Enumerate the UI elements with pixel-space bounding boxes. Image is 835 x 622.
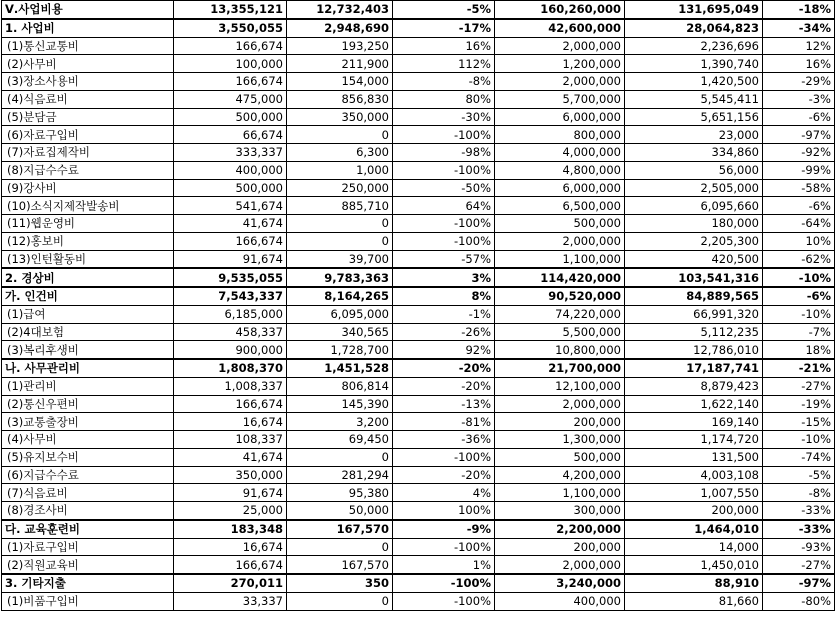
annual-actual-cell: 180,000 — [625, 215, 763, 233]
annual-budget-cell: 2,000,000 — [495, 73, 625, 91]
table-row — [2, 395, 835, 413]
annual-actual-cell: 334,860 — [625, 144, 763, 162]
annual-actual-cell: 420,500 — [625, 250, 763, 268]
monthly-budget-cell: 41,674 — [174, 448, 287, 466]
table-row — [2, 556, 835, 574]
annual-rate-cell: -33% — [763, 520, 835, 538]
annual-actual-cell: 1,390,740 — [625, 55, 763, 73]
monthly-rate-cell: -30% — [393, 108, 495, 126]
budget-table-body — [2, 1, 835, 611]
annual-rate-cell: -6% — [763, 287, 835, 305]
table-row — [2, 179, 835, 197]
section-row — [2, 359, 835, 377]
monthly-actual-cell: 69,450 — [287, 431, 393, 449]
annual-budget-cell: 2,000,000 — [495, 37, 625, 55]
row-label-cell: (9)강사비 — [2, 179, 174, 197]
annual-rate-cell: -34% — [763, 19, 835, 37]
annual-rate-cell: -92% — [763, 144, 835, 162]
row-label-cell: (5)분담금 — [2, 108, 174, 126]
monthly-budget-cell: 500,000 — [174, 179, 287, 197]
monthly-actual-cell: 1,728,700 — [287, 341, 393, 359]
monthly-rate-cell: -8% — [393, 73, 495, 91]
monthly-rate-cell: 80% — [393, 90, 495, 108]
monthly-actual-cell: 39,700 — [287, 250, 393, 268]
annual-budget-cell: 800,000 — [495, 126, 625, 144]
monthly-budget-cell: 166,674 — [174, 37, 287, 55]
section-row — [2, 19, 835, 37]
monthly-budget-cell: 7,543,337 — [174, 287, 287, 305]
monthly-rate-cell: -20% — [393, 377, 495, 395]
row-label-cell: 가. 인건비 — [2, 287, 174, 305]
monthly-actual-cell: 50,000 — [287, 502, 393, 520]
table-row — [2, 341, 835, 359]
table-row — [2, 377, 835, 395]
table-row — [2, 108, 835, 126]
monthly-rate-cell: -17% — [393, 19, 495, 37]
section-row — [2, 520, 835, 538]
monthly-rate-cell: -100% — [393, 592, 495, 610]
monthly-rate-cell: 100% — [393, 502, 495, 520]
annual-actual-cell: 81,660 — [625, 592, 763, 610]
annual-actual-cell: 12,786,010 — [625, 341, 763, 359]
annual-rate-cell: -18% — [763, 1, 835, 19]
table-row — [2, 466, 835, 484]
annual-budget-cell: 200,000 — [495, 413, 625, 431]
monthly-budget-cell: 541,674 — [174, 197, 287, 215]
monthly-actual-cell: 8,164,265 — [287, 287, 393, 305]
monthly-budget-cell: 33,337 — [174, 592, 287, 610]
annual-rate-cell: -10% — [763, 431, 835, 449]
annual-actual-cell: 1,174,720 — [625, 431, 763, 449]
annual-rate-cell: -33% — [763, 502, 835, 520]
monthly-rate-cell: -100% — [393, 574, 495, 592]
annual-rate-cell: -27% — [763, 556, 835, 574]
monthly-actual-cell: 806,814 — [287, 377, 393, 395]
monthly-rate-cell: 3% — [393, 268, 495, 287]
table-row — [2, 126, 835, 144]
annual-rate-cell: -3% — [763, 90, 835, 108]
annual-rate-cell: -99% — [763, 161, 835, 179]
row-label-cell: Ⅴ.사업비용 — [2, 1, 174, 19]
annual-actual-cell: 1,007,550 — [625, 484, 763, 502]
table-row — [2, 232, 835, 250]
section-row — [2, 268, 835, 287]
annual-rate-cell: -15% — [763, 413, 835, 431]
annual-actual-cell: 1,622,140 — [625, 395, 763, 413]
monthly-budget-cell: 100,000 — [174, 55, 287, 73]
row-label-cell: (6)지급수수료 — [2, 466, 174, 484]
monthly-rate-cell: -100% — [393, 538, 495, 556]
monthly-rate-cell: 8% — [393, 287, 495, 305]
row-label-cell: (4)사무비 — [2, 431, 174, 449]
annual-actual-cell: 2,205,300 — [625, 232, 763, 250]
annual-actual-cell: 131,695,049 — [625, 1, 763, 19]
monthly-actual-cell: 856,830 — [287, 90, 393, 108]
monthly-actual-cell: 0 — [287, 448, 393, 466]
annual-rate-cell: -10% — [763, 268, 835, 287]
monthly-budget-cell: 91,674 — [174, 484, 287, 502]
annual-rate-cell: -19% — [763, 395, 835, 413]
annual-rate-cell: -74% — [763, 448, 835, 466]
row-label-cell: (5)유지보수비 — [2, 448, 174, 466]
annual-actual-cell: 4,003,108 — [625, 466, 763, 484]
monthly-actual-cell: 193,250 — [287, 37, 393, 55]
row-label-cell: 다. 교육훈련비 — [2, 520, 174, 538]
row-label-cell: (7)자료집제작비 — [2, 144, 174, 162]
annual-rate-cell: -93% — [763, 538, 835, 556]
annual-actual-cell: 8,879,423 — [625, 377, 763, 395]
table-row — [2, 484, 835, 502]
monthly-budget-cell: 91,674 — [174, 250, 287, 268]
monthly-budget-cell: 108,337 — [174, 431, 287, 449]
annual-actual-cell: 88,910 — [625, 574, 763, 592]
monthly-budget-cell: 9,535,055 — [174, 268, 287, 287]
annual-budget-cell: 1,100,000 — [495, 250, 625, 268]
monthly-rate-cell: -81% — [393, 413, 495, 431]
monthly-rate-cell: 64% — [393, 197, 495, 215]
monthly-actual-cell: 0 — [287, 232, 393, 250]
monthly-rate-cell: -9% — [393, 520, 495, 538]
monthly-actual-cell: 2,948,690 — [287, 19, 393, 37]
section-row — [2, 287, 835, 305]
row-label-cell: (7)식음료비 — [2, 484, 174, 502]
monthly-budget-cell: 500,000 — [174, 108, 287, 126]
monthly-actual-cell: 167,570 — [287, 556, 393, 574]
annual-budget-cell: 74,220,000 — [495, 305, 625, 323]
monthly-budget-cell: 1,008,337 — [174, 377, 287, 395]
annual-actual-cell: 2,236,696 — [625, 37, 763, 55]
annual-budget-cell: 2,000,000 — [495, 395, 625, 413]
table-row — [2, 305, 835, 323]
annual-actual-cell: 169,140 — [625, 413, 763, 431]
annual-budget-cell: 6,000,000 — [495, 108, 625, 126]
table-row — [2, 502, 835, 520]
row-label-cell: 3. 기타지출 — [2, 574, 174, 592]
table-row — [2, 144, 835, 162]
annual-rate-cell: -5% — [763, 466, 835, 484]
row-label-cell: (4)식음료비 — [2, 90, 174, 108]
annual-actual-cell: 1,450,010 — [625, 556, 763, 574]
annual-rate-cell: -80% — [763, 592, 835, 610]
row-label-cell: (10)소식지제작발송비 — [2, 197, 174, 215]
row-label-cell: (6)자료구입비 — [2, 126, 174, 144]
annual-rate-cell: 18% — [763, 341, 835, 359]
row-label-cell: 1. 사업비 — [2, 19, 174, 37]
monthly-rate-cell: -36% — [393, 431, 495, 449]
annual-budget-cell: 1,100,000 — [495, 484, 625, 502]
annual-actual-cell: 17,187,741 — [625, 359, 763, 377]
annual-rate-cell: -97% — [763, 126, 835, 144]
row-label-cell: (3)복리후생비 — [2, 341, 174, 359]
section-row — [2, 574, 835, 592]
annual-budget-cell: 1,300,000 — [495, 431, 625, 449]
monthly-actual-cell: 9,783,363 — [287, 268, 393, 287]
monthly-budget-cell: 166,674 — [174, 556, 287, 574]
monthly-budget-cell: 6,185,000 — [174, 305, 287, 323]
annual-rate-cell: -10% — [763, 305, 835, 323]
monthly-actual-cell: 0 — [287, 215, 393, 233]
monthly-budget-cell: 16,674 — [174, 413, 287, 431]
monthly-actual-cell: 1,451,528 — [287, 359, 393, 377]
monthly-actual-cell: 145,390 — [287, 395, 393, 413]
annual-budget-cell: 300,000 — [495, 502, 625, 520]
monthly-actual-cell: 6,300 — [287, 144, 393, 162]
monthly-rate-cell: -26% — [393, 323, 495, 341]
row-label-cell: (13)인턴활동비 — [2, 250, 174, 268]
annual-budget-cell: 12,100,000 — [495, 377, 625, 395]
annual-budget-cell: 42,600,000 — [495, 19, 625, 37]
monthly-actual-cell: 3,200 — [287, 413, 393, 431]
annual-budget-cell: 1,200,000 — [495, 55, 625, 73]
budget-table — [1, 0, 835, 611]
annual-budget-cell: 5,500,000 — [495, 323, 625, 341]
monthly-actual-cell: 1,000 — [287, 161, 393, 179]
annual-budget-cell: 2,000,000 — [495, 232, 625, 250]
section-row — [2, 1, 835, 19]
monthly-rate-cell: -100% — [393, 215, 495, 233]
annual-actual-cell: 131,500 — [625, 448, 763, 466]
row-label-cell: (12)홍보비 — [2, 232, 174, 250]
monthly-actual-cell: 350 — [287, 574, 393, 592]
annual-rate-cell: -8% — [763, 484, 835, 502]
annual-actual-cell: 56,000 — [625, 161, 763, 179]
annual-rate-cell: -6% — [763, 108, 835, 126]
monthly-actual-cell: 154,000 — [287, 73, 393, 91]
monthly-rate-cell: -20% — [393, 359, 495, 377]
table-row — [2, 592, 835, 610]
monthly-actual-cell: 6,095,000 — [287, 305, 393, 323]
monthly-actual-cell: 350,000 — [287, 108, 393, 126]
monthly-rate-cell: -20% — [393, 466, 495, 484]
annual-budget-cell: 10,800,000 — [495, 341, 625, 359]
monthly-rate-cell: -98% — [393, 144, 495, 162]
monthly-budget-cell: 350,000 — [174, 466, 287, 484]
monthly-rate-cell: 112% — [393, 55, 495, 73]
row-label-cell: (1)통신교통비 — [2, 37, 174, 55]
annual-budget-cell: 4,200,000 — [495, 466, 625, 484]
table-row — [2, 323, 835, 341]
monthly-budget-cell: 458,337 — [174, 323, 287, 341]
table-row — [2, 215, 835, 233]
monthly-budget-cell: 1,808,370 — [174, 359, 287, 377]
table-row — [2, 448, 835, 466]
annual-rate-cell: -6% — [763, 197, 835, 215]
annual-actual-cell: 1,464,010 — [625, 520, 763, 538]
annual-rate-cell: -29% — [763, 73, 835, 91]
monthly-rate-cell: -1% — [393, 305, 495, 323]
monthly-budget-cell: 66,674 — [174, 126, 287, 144]
monthly-actual-cell: 250,000 — [287, 179, 393, 197]
row-label-cell: 2. 경상비 — [2, 268, 174, 287]
monthly-rate-cell: -57% — [393, 250, 495, 268]
table-row — [2, 161, 835, 179]
monthly-rate-cell: 16% — [393, 37, 495, 55]
row-label-cell: (1)관리비 — [2, 377, 174, 395]
monthly-rate-cell: 1% — [393, 556, 495, 574]
row-label-cell: (2)통신우편비 — [2, 395, 174, 413]
monthly-actual-cell: 885,710 — [287, 197, 393, 215]
annual-budget-cell: 114,420,000 — [495, 268, 625, 287]
monthly-budget-cell: 13,355,121 — [174, 1, 287, 19]
annual-rate-cell: -27% — [763, 377, 835, 395]
row-label-cell: (1)자료구입비 — [2, 538, 174, 556]
annual-budget-cell: 2,000,000 — [495, 556, 625, 574]
annual-budget-cell: 160,260,000 — [495, 1, 625, 19]
monthly-rate-cell: -5% — [393, 1, 495, 19]
table-row — [2, 73, 835, 91]
table-row — [2, 90, 835, 108]
annual-budget-cell: 4,000,000 — [495, 144, 625, 162]
row-label-cell: (1)비품구입비 — [2, 592, 174, 610]
annual-budget-cell: 5,700,000 — [495, 90, 625, 108]
annual-budget-cell: 6,500,000 — [495, 197, 625, 215]
monthly-rate-cell: -100% — [393, 126, 495, 144]
annual-rate-cell: -62% — [763, 250, 835, 268]
monthly-budget-cell: 41,674 — [174, 215, 287, 233]
monthly-rate-cell: -50% — [393, 179, 495, 197]
monthly-actual-cell: 0 — [287, 538, 393, 556]
table-row — [2, 431, 835, 449]
monthly-actual-cell: 0 — [287, 126, 393, 144]
annual-budget-cell: 4,800,000 — [495, 161, 625, 179]
row-label-cell: (2)직원교육비 — [2, 556, 174, 574]
row-label-cell: (11)웹운영비 — [2, 215, 174, 233]
annual-budget-cell: 90,520,000 — [495, 287, 625, 305]
monthly-budget-cell: 166,674 — [174, 232, 287, 250]
annual-rate-cell: 12% — [763, 37, 835, 55]
monthly-rate-cell: -100% — [393, 232, 495, 250]
annual-budget-cell: 500,000 — [495, 215, 625, 233]
annual-budget-cell: 3,240,000 — [495, 574, 625, 592]
annual-actual-cell: 66,991,320 — [625, 305, 763, 323]
annual-rate-cell: 10% — [763, 232, 835, 250]
table-row — [2, 538, 835, 556]
annual-actual-cell: 1,420,500 — [625, 73, 763, 91]
table-row — [2, 37, 835, 55]
row-label-cell: (8)지급수수료 — [2, 161, 174, 179]
annual-actual-cell: 28,064,823 — [625, 19, 763, 37]
annual-actual-cell: 6,095,660 — [625, 197, 763, 215]
monthly-budget-cell: 270,011 — [174, 574, 287, 592]
row-label-cell: (1)급여 — [2, 305, 174, 323]
annual-rate-cell: -97% — [763, 574, 835, 592]
monthly-budget-cell: 16,674 — [174, 538, 287, 556]
monthly-actual-cell: 281,294 — [287, 466, 393, 484]
row-label-cell: 나. 사무관리비 — [2, 359, 174, 377]
annual-actual-cell: 14,000 — [625, 538, 763, 556]
monthly-actual-cell: 12,732,403 — [287, 1, 393, 19]
monthly-budget-cell: 475,000 — [174, 90, 287, 108]
monthly-budget-cell: 166,674 — [174, 73, 287, 91]
row-label-cell: (2)4대보험 — [2, 323, 174, 341]
annual-rate-cell: -58% — [763, 179, 835, 197]
monthly-budget-cell: 166,674 — [174, 395, 287, 413]
monthly-actual-cell: 95,380 — [287, 484, 393, 502]
table-row — [2, 413, 835, 431]
annual-rate-cell: -7% — [763, 323, 835, 341]
table-row — [2, 197, 835, 215]
annual-budget-cell: 6,000,000 — [495, 179, 625, 197]
annual-actual-cell: 5,545,411 — [625, 90, 763, 108]
table-row — [2, 250, 835, 268]
row-label-cell: (3)장소사용비 — [2, 73, 174, 91]
monthly-actual-cell: 0 — [287, 592, 393, 610]
annual-budget-cell: 2,200,000 — [495, 520, 625, 538]
monthly-actual-cell: 211,900 — [287, 55, 393, 73]
annual-budget-cell: 200,000 — [495, 538, 625, 556]
annual-actual-cell: 103,541,316 — [625, 268, 763, 287]
monthly-budget-cell: 25,000 — [174, 502, 287, 520]
monthly-budget-cell: 183,348 — [174, 520, 287, 538]
annual-actual-cell: 5,112,235 — [625, 323, 763, 341]
monthly-budget-cell: 400,000 — [174, 161, 287, 179]
annual-rate-cell: -21% — [763, 359, 835, 377]
monthly-budget-cell: 3,550,055 — [174, 19, 287, 37]
annual-rate-cell: -64% — [763, 215, 835, 233]
row-label-cell: (2)사무비 — [2, 55, 174, 73]
annual-budget-cell: 400,000 — [495, 592, 625, 610]
annual-actual-cell: 84,889,565 — [625, 287, 763, 305]
monthly-rate-cell: 4% — [393, 484, 495, 502]
monthly-budget-cell: 333,337 — [174, 144, 287, 162]
annual-actual-cell: 200,000 — [625, 502, 763, 520]
monthly-rate-cell: 92% — [393, 341, 495, 359]
annual-budget-cell: 500,000 — [495, 448, 625, 466]
annual-actual-cell: 23,000 — [625, 126, 763, 144]
monthly-actual-cell: 340,565 — [287, 323, 393, 341]
monthly-actual-cell: 167,570 — [287, 520, 393, 538]
row-label-cell: (8)경조사비 — [2, 502, 174, 520]
row-label-cell: (3)교통출장비 — [2, 413, 174, 431]
monthly-rate-cell: -100% — [393, 161, 495, 179]
table-row — [2, 55, 835, 73]
monthly-rate-cell: -13% — [393, 395, 495, 413]
monthly-rate-cell: -100% — [393, 448, 495, 466]
monthly-budget-cell: 900,000 — [174, 341, 287, 359]
annual-actual-cell: 5,651,156 — [625, 108, 763, 126]
annual-budget-cell: 21,700,000 — [495, 359, 625, 377]
annual-rate-cell: 16% — [763, 55, 835, 73]
annual-actual-cell: 2,505,000 — [625, 179, 763, 197]
